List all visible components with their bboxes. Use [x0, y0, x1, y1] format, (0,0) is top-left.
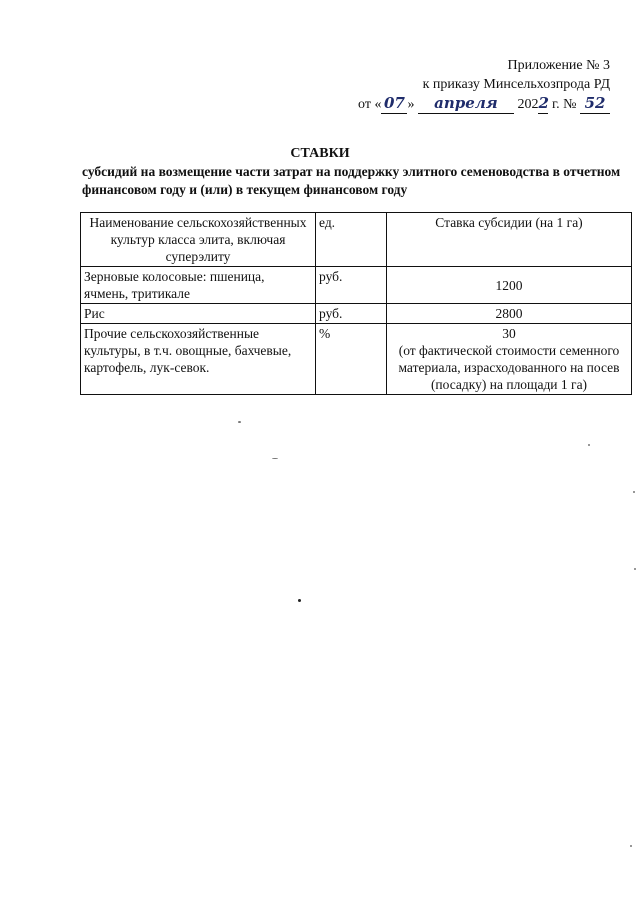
- row-rate: 1200: [387, 267, 632, 304]
- table-row: [81, 267, 632, 304]
- scan-speck: [298, 599, 301, 602]
- scan-speck: [633, 491, 635, 493]
- handwritten-order-number: 52: [580, 94, 610, 114]
- row-crop-name: Рис: [81, 304, 316, 324]
- table-row: [81, 304, 632, 324]
- year-suffix: г. №: [548, 97, 577, 112]
- table-header-row: [81, 213, 632, 267]
- handwritten-month: апреля: [418, 94, 514, 114]
- handwritten-day: 07: [381, 94, 407, 114]
- header-crop-name: Наименование сельскохозяйственных культур класса элита, включая суперэлиту: [81, 213, 316, 267]
- header-rate: Ставка субсидии (на 1 га): [387, 213, 632, 267]
- row-crop-name: Прочие сельскохозяйственные культуры, в т.ч. овощные, бахчевые, картофель, лук-севок.: [81, 324, 316, 395]
- row-unit: руб.: [316, 304, 387, 324]
- document-title: СТАВКИ: [290, 146, 350, 161]
- subsidy-rates-table: [80, 212, 632, 395]
- scan-speck: [634, 568, 636, 570]
- scan-speck: [272, 458, 278, 459]
- year-prefix: 202: [517, 97, 539, 112]
- scan-speck: [630, 845, 632, 847]
- row-unit: руб.: [316, 267, 387, 304]
- header-unit: ед.: [316, 213, 387, 267]
- row-rate: 30: [502, 326, 516, 341]
- row-rate: 2800: [387, 304, 632, 324]
- date-prefix: от «: [358, 97, 382, 112]
- table-row: [81, 324, 632, 395]
- date-day-close: »: [407, 97, 415, 112]
- appendix-date-line: [358, 94, 610, 114]
- appendix-header: [358, 56, 610, 114]
- row-unit: %: [316, 324, 387, 395]
- scan-speck: [238, 421, 241, 423]
- document-subtitle: субсидий на возмещение части затрат на поддержку элитного семеноводства в отчетном финансовом году и (или) в текущем финансовом году: [82, 164, 621, 197]
- scan-speck: [588, 444, 590, 446]
- row-rate-note: (от фактической стоимости семенного материала, израсходованного на посев (посадку) на площади 1 га): [398, 343, 620, 392]
- appendix-number: Приложение № 3: [507, 58, 610, 73]
- appendix-order-reference: к приказу Минсельхозпрода РД: [422, 77, 610, 92]
- handwritten-year-digit: 2: [538, 94, 549, 112]
- row-crop-name: Зерновые колосовые: пшеница, ячмень, тритикале: [81, 267, 316, 304]
- row-rate-cell: [387, 324, 632, 395]
